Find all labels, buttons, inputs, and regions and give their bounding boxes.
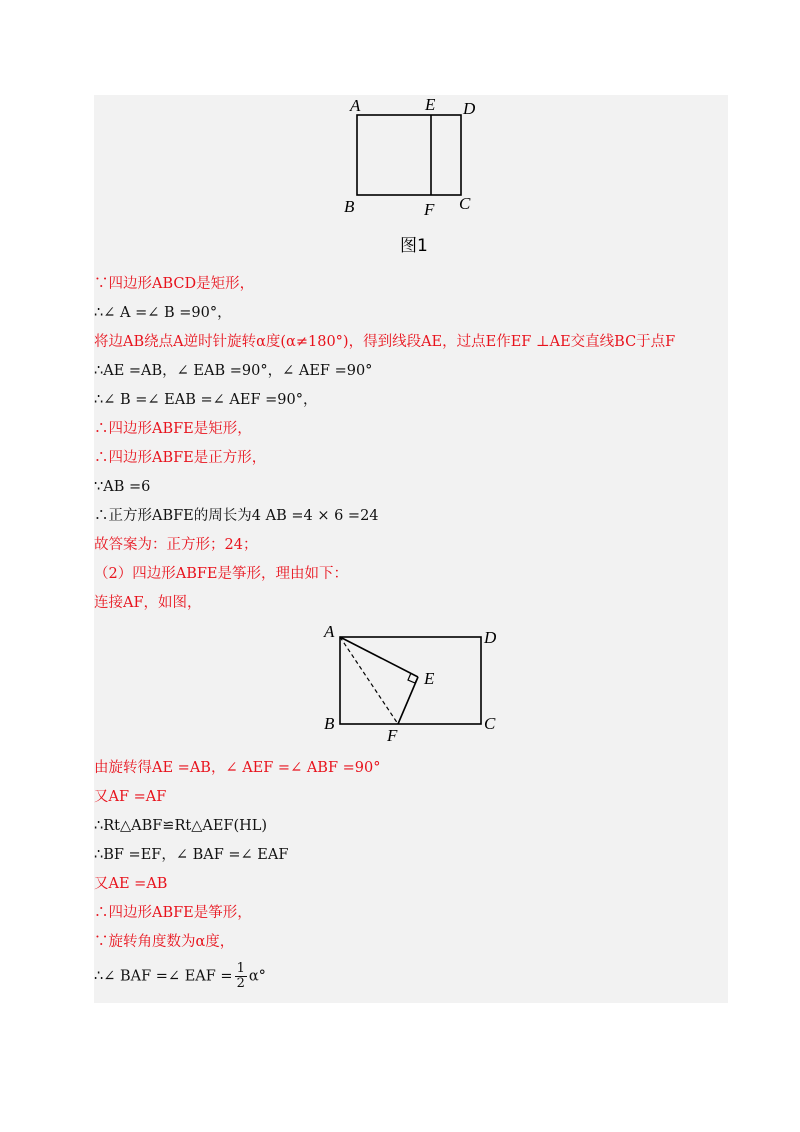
- solution-line-3: [94, 332, 675, 352]
- label-d: D: [463, 99, 476, 118]
- label-c-2: C: [484, 714, 496, 733]
- solution-line-text: ∴AE =AB，∠ EAB =90°，∠ AEF =90°: [94, 363, 373, 379]
- solution-line-text: ∴Rt△ABF≌Rt△AEF(HL): [94, 818, 268, 834]
- segment-ae: [340, 637, 418, 677]
- solution-line-text: ∴四边形ABFE是筝形，: [94, 905, 252, 921]
- fraction-one-half: [235, 962, 247, 991]
- figure-1-caption: 图1: [400, 236, 428, 256]
- solution-line-text: ∵旋转角度数为α度，: [94, 934, 235, 950]
- solution-line-text: ∴∠ B =∠ EAB =∠ AEF =90°，: [94, 392, 318, 408]
- solution-line-2: [94, 303, 232, 323]
- solution-line-text: ∴正方形ABFE的周长为4 AB =4 × 6 =24: [94, 508, 379, 524]
- solution-line-text: 又AE =AB: [94, 876, 168, 892]
- segment-ef-2: [398, 677, 418, 724]
- fraction-numerator: 1: [236, 961, 245, 976]
- label-b: B: [344, 197, 355, 216]
- segment-af-dashed: [340, 637, 398, 724]
- fraction-denominator: 2: [236, 976, 245, 991]
- label-a-2: A: [324, 622, 335, 641]
- solution-line-7: [94, 448, 266, 468]
- rect-abcd: [357, 115, 461, 195]
- solution-line-text: ∴∠ A =∠ B =90°，: [94, 305, 232, 321]
- solution-line-14: [94, 787, 166, 807]
- solution-line-1: [94, 274, 254, 294]
- solution-line-6: [94, 419, 252, 439]
- solution-line-text: 由旋转得AE =AB，∠ AEF =∠ ABF =90°: [94, 760, 381, 776]
- solution-line-5: [94, 390, 317, 410]
- label-e-2: E: [424, 669, 435, 688]
- solution-line-text: 故答案为：正方形；24；: [94, 537, 258, 553]
- solution-line-15: [94, 816, 267, 836]
- figure-2-rectangle: [318, 620, 508, 754]
- solution-line-text: ∵AB =6: [94, 479, 151, 495]
- label-d-2: D: [484, 628, 497, 647]
- solution-line-8: [94, 477, 150, 497]
- solution-line-4: [94, 361, 372, 381]
- solution-line-text: ∴BF =EF，∠ BAF =∠ EAF: [94, 847, 289, 863]
- fraction-suffix: α°: [248, 968, 266, 985]
- solution-line-text: 又AF =AF: [94, 789, 167, 805]
- label-b-2: B: [324, 714, 335, 733]
- solution-line-19: [94, 932, 234, 952]
- solution-line-18: [94, 903, 252, 923]
- solution-line-11: [94, 564, 348, 584]
- label-c: C: [459, 194, 471, 213]
- solution-line-text: ∴四边形ABFE是矩形，: [94, 421, 252, 437]
- solution-line-17: [94, 874, 167, 894]
- solution-line-13: [94, 758, 380, 778]
- label-f-2: F: [387, 726, 398, 745]
- solution-line-text: （2）四边形ABFE是筝形，理由如下：: [94, 566, 348, 582]
- solution-line-text: 连接AF，如图，: [94, 595, 202, 611]
- solution-line-9: [94, 506, 379, 526]
- label-e: E: [425, 95, 436, 114]
- solution-line-text: ∵四边形ABCD是矩形，: [94, 276, 255, 292]
- solution-line-10: [94, 535, 257, 555]
- label-f: F: [424, 200, 435, 219]
- solution-line-text: ∴四边形ABFE是正方形，: [94, 450, 267, 466]
- solution-line-text: 将边AB绕点A逆时针旋转α度(α≠180°)，得到线段AE，过点E作EF ⊥AE交直线BC于点F: [94, 334, 676, 350]
- solution-line-20: [94, 962, 266, 991]
- label-a: A: [350, 96, 361, 115]
- solution-line-16: [94, 845, 288, 865]
- figure-1-rectangle: [330, 92, 480, 226]
- solution-line-12: [94, 593, 202, 613]
- solution-line-text: ∴∠ BAF =∠ EAF =: [94, 968, 233, 985]
